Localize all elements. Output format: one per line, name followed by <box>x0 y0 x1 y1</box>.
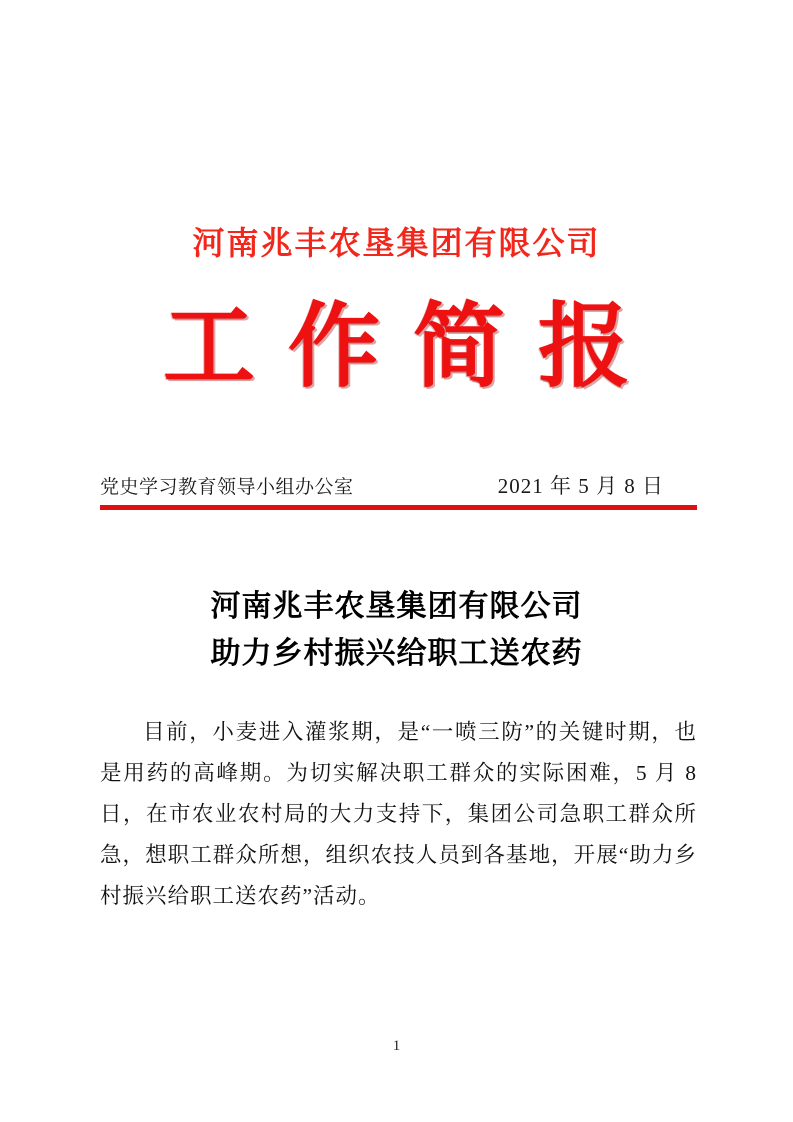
article-body: 目前，小麦进入灌浆期，是“一喷三防”的关键时期，也是用药的高峰期。为切实解决职工群众的实际困难，5 月 8 日，在市农业农村局的大力支持下，集团公司急职工群众所急，想职工群众所想，组织农技人员到各基地，开展“助力乡村振兴给职工送农药”活动。 <box>100 720 697 908</box>
article-title <box>0 583 793 677</box>
article-title-line2: 助力乡村振兴给职工送农药 <box>210 637 583 670</box>
bulletin-title: 工作简报 <box>162 296 663 398</box>
article-title-line1: 河南兆丰农垦集团有限公司 <box>210 590 583 623</box>
page-number: 1 <box>392 1038 401 1054</box>
company-name: 河南兆丰农垦集团有限公司 <box>192 225 601 261</box>
issue-date: 2021 年 5 月 8 日 <box>497 474 664 498</box>
red-divider-rule <box>100 505 697 510</box>
issuing-office: 党史学习教育领导小组办公室 <box>100 477 354 498</box>
issue-info-row <box>100 470 697 500</box>
